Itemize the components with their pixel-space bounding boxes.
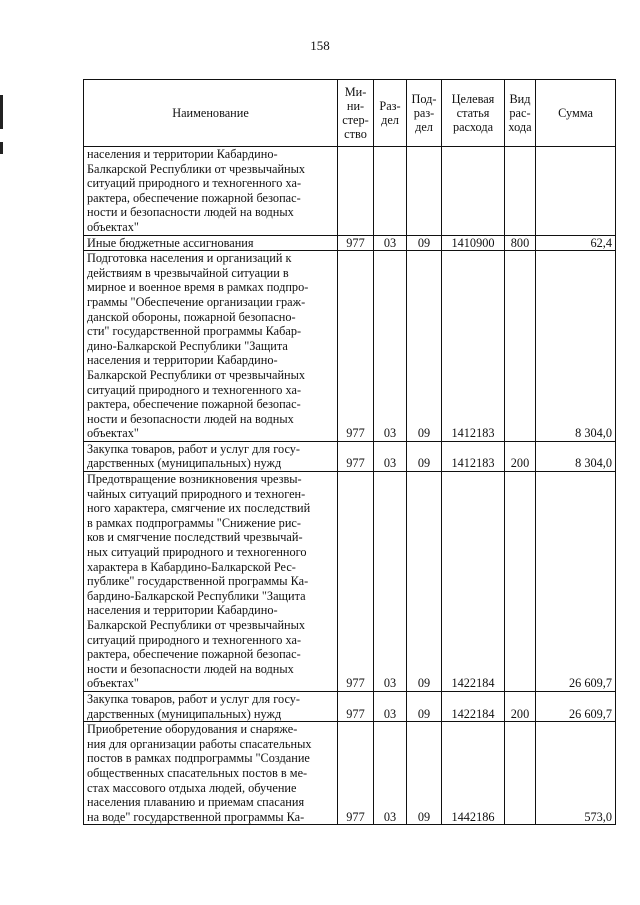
row-sum: 26 609,7	[536, 691, 616, 721]
col-header-type: Вид рас- хода	[505, 80, 536, 147]
row-target: 1412183	[442, 441, 505, 471]
row-sum: 62,4	[536, 235, 616, 251]
row-name: населения и территории Кабардино- Балкарской Республики от чрезвычайных ситуаций природного и техногенного ха- рактера, обеспечение пожарной безопас- ности и безопасности людей на водных объектах"	[84, 147, 338, 236]
row-target: 1442186	[442, 722, 505, 825]
row-sum: 8 304,0	[536, 441, 616, 471]
row-section: 03	[374, 472, 407, 692]
row-ministry: 977	[338, 441, 374, 471]
row-type: 800	[505, 235, 536, 251]
budget-table	[83, 79, 616, 825]
row-type: 200	[505, 441, 536, 471]
table-row	[84, 441, 616, 471]
row-name: Подготовка населения и организаций к действиям в чрезвычайной ситуации в мирное и военное время в рамках подпро- граммы "Обеспечение организации граж- данской обороны, пожарной безопасно- сти" государственной программы Кабар- дино-Балкарской Республики "Защита населения и территории Кабардино- Балкарской Республики от чрезвычайных ситуаций природного и техногенного ха- рактера, обеспечение пожарной безопас- ности и безопасности людей на водных объектах"	[84, 251, 338, 442]
row-sum: 573,0	[536, 722, 616, 825]
row-subsection: 09	[407, 722, 442, 825]
row-subsection: 09	[407, 691, 442, 721]
col-header-target: Целевая статья расхода	[442, 80, 505, 147]
row-subsection: 09	[407, 251, 442, 442]
row-section	[374, 147, 407, 236]
row-section: 03	[374, 251, 407, 442]
header-row	[84, 80, 616, 147]
row-ministry: 977	[338, 472, 374, 692]
row-name: Иные бюджетные ассигнования	[84, 235, 338, 251]
row-subsection: 09	[407, 235, 442, 251]
row-ministry: 977	[338, 235, 374, 251]
row-type	[505, 251, 536, 442]
table-row	[84, 147, 616, 236]
row-sum: 26 609,7	[536, 472, 616, 692]
row-type	[505, 147, 536, 236]
row-name: Приобретение оборудования и снаряже- ния для организации работы спасательных постов в рамках подпрограммы "Создание общественных спасательных постов в ме- стах массового отдыха людей, обучение населения плаванию и приемам спасания на воде" государственной программы Ка-	[84, 722, 338, 825]
col-header-section: Раз- дел	[374, 80, 407, 147]
row-ministry: 977	[338, 691, 374, 721]
col-header-subsection: Под- раз- дел	[407, 80, 442, 147]
col-header-name: Наименование	[84, 80, 338, 147]
row-ministry: 977	[338, 722, 374, 825]
row-subsection: 09	[407, 441, 442, 471]
row-sum	[536, 147, 616, 236]
row-sum: 8 304,0	[536, 251, 616, 442]
scan-edge-mark-bottom	[0, 142, 3, 154]
col-header-ministry: Ми- ни- стер- ство	[338, 80, 374, 147]
row-target	[442, 147, 505, 236]
row-name: Закупка товаров, работ и услуг для госу- дарственных (муниципальных) нужд	[84, 441, 338, 471]
row-name: Предотвращение возникновения чрезвы- чайных ситуаций природного и техноген- ного характера, смягчение их последствий в рамках подпрограммы "Снижение рис- ков и смягчение последствий чрезвычай- ных ситуаций природного и техногенного характера в Кабардино-Балкарской Рес- публике" государственной программы Ка- бардино-Балкарской Республики "Защита населения и территории Кабардино- Балкарской Республики от чрезвычайных ситуаций природного и техногенного ха- рактера, обеспечение пожарной безопас- ности и безопасности людей на водных объектах"	[84, 472, 338, 692]
row-target: 1422184	[442, 472, 505, 692]
row-name: Закупка товаров, работ и услуг для госу- дарственных (муниципальных) нужд	[84, 691, 338, 721]
table-row	[84, 691, 616, 721]
row-target: 1410900	[442, 235, 505, 251]
table-row	[84, 722, 616, 825]
row-subsection	[407, 147, 442, 236]
row-section: 03	[374, 441, 407, 471]
row-type	[505, 722, 536, 825]
row-type: 200	[505, 691, 536, 721]
row-section: 03	[374, 722, 407, 825]
row-target: 1412183	[442, 251, 505, 442]
row-target: 1422184	[442, 691, 505, 721]
row-subsection: 09	[407, 472, 442, 692]
table-row	[84, 251, 616, 442]
row-section: 03	[374, 691, 407, 721]
row-section: 03	[374, 235, 407, 251]
page-number: 158	[310, 38, 330, 53]
row-ministry	[338, 147, 374, 236]
scan-edge-mark-top	[0, 95, 3, 129]
table-row	[84, 235, 616, 251]
col-header-sum: Сумма	[536, 80, 616, 147]
row-type	[505, 472, 536, 692]
table-row	[84, 472, 616, 692]
row-ministry: 977	[338, 251, 374, 442]
